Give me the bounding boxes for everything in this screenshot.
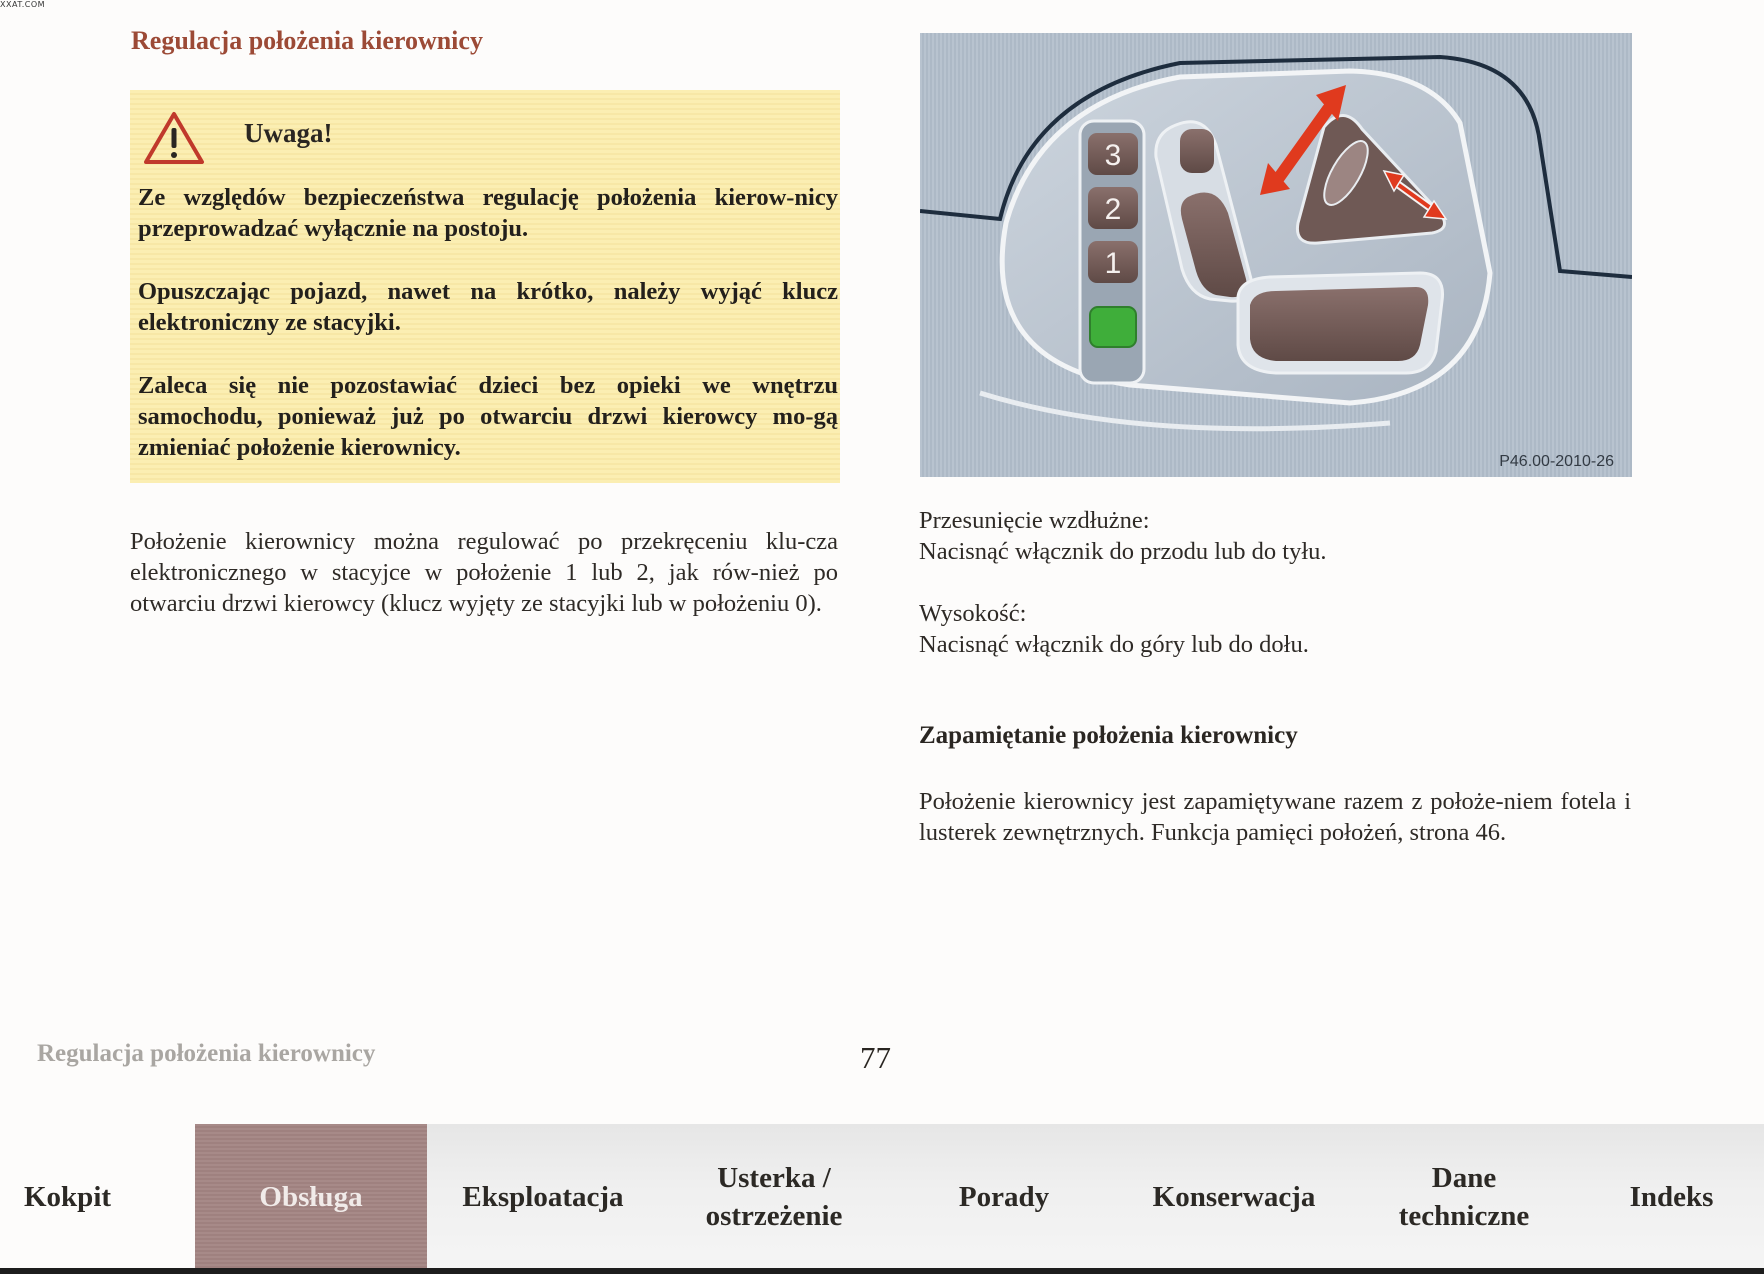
tab-indeks[interactable]	[1579, 1124, 1764, 1270]
height-text: Nacisnąć włącznik do góry lub do dołu.	[919, 631, 1309, 658]
seat-control-illustration	[920, 33, 1632, 477]
seat-cushion-switch	[1250, 287, 1428, 361]
section-title: Regulacja położenia kierownicy	[131, 26, 483, 55]
longitudinal-label: Przesunięcie wzdłużne:	[919, 507, 1150, 534]
tab-kokpit-label: Kokpit	[24, 1181, 112, 1213]
seat-control-figure	[920, 33, 1632, 477]
nav-bottom-border	[0, 1268, 1764, 1274]
tab-dane-label-1: Dane	[1431, 1162, 1497, 1194]
tab-eksploatacja[interactable]	[427, 1124, 659, 1270]
tab-porady[interactable]	[889, 1124, 1119, 1270]
tab-obsluga-label: Obsługa	[259, 1181, 363, 1213]
memory-section-text: Położenie kierownicy jest zapamiętywane razem z położe-niem fotela i lusterek zewnętrznych. Funkcja pamięci położeń, strona 46.	[919, 788, 1631, 846]
warning-paragraph-1: Ze względów bezpieczeństwa regulację położenia kierow-nicy przeprowadzać wyłącznie na postoju.	[138, 184, 838, 242]
warning-paragraph-2: Opuszczając pojazd, nawet na krótko, należy wyjąć klucz elektroniczny ze stacyjki.	[138, 278, 838, 336]
height-label: Wysokość:	[919, 600, 1027, 627]
tab-usterka-label-1: Usterka /	[717, 1162, 831, 1194]
intro-paragraph: Położenie kierownicy można regulować po przekręceniu klu-cza elektronicznego w stacyjce w położenie 1 lub 2, jak rów-nież po otwarciu drzwi kierowcy (klucz wyjęty ze stacyjki lub w położeniu 0).	[130, 528, 838, 617]
footer-section-title: Regulacja położenia kierownicy	[37, 1040, 376, 1067]
tab-kokpit[interactable]	[0, 1124, 195, 1270]
figure-code: P46.00-2010-26	[1499, 453, 1614, 470]
site-watermark: XXAT.COM	[0, 0, 46, 9]
warning-box	[130, 90, 840, 483]
warning-triangle-icon	[142, 110, 206, 166]
tab-konserwacja-label: Konserwacja	[1152, 1181, 1316, 1213]
tab-dane-label-2: techniczne	[1398, 1200, 1530, 1232]
memory-set-button	[1090, 307, 1136, 347]
memory-button-2	[1088, 187, 1138, 229]
memory-section-title: Zapamiętanie położenia kierownicy	[919, 722, 1298, 749]
warning-paragraph-3: Zaleca się nie pozostawiać dzieci bez opieki we wnętrzu samochodu, ponieważ już po otwarciu drzwi kierowcy mo-gą zmieniać położenie kierownicy.	[138, 372, 838, 461]
tab-usterka-ostrzezenie[interactable]	[659, 1124, 889, 1270]
memory-button-2-label: 2	[1104, 193, 1122, 226]
memory-button-3	[1088, 133, 1138, 175]
memory-button-1	[1088, 241, 1138, 283]
tab-eksploatacja-label: Eksploatacja	[462, 1181, 624, 1213]
memory-button-3-label: 3	[1104, 139, 1122, 172]
warning-heading: Uwaga!	[244, 118, 333, 148]
headrest-switch	[1180, 129, 1214, 173]
tab-dane-techniczne[interactable]	[1349, 1124, 1579, 1270]
tab-porady-label: Porady	[958, 1181, 1050, 1213]
tab-indeks-label: Indeks	[1629, 1181, 1714, 1213]
tab-obsluga[interactable]	[195, 1124, 427, 1270]
longitudinal-text: Nacisnąć włącznik do przodu lub do tyłu.	[919, 538, 1327, 565]
memory-button-1-label: 1	[1104, 247, 1122, 280]
tab-konserwacja[interactable]	[1119, 1124, 1349, 1270]
tab-usterka-label-2: ostrzeżenie	[705, 1200, 843, 1232]
page-number: 77	[860, 1040, 891, 1075]
chapter-nav-bar	[0, 1124, 1764, 1270]
